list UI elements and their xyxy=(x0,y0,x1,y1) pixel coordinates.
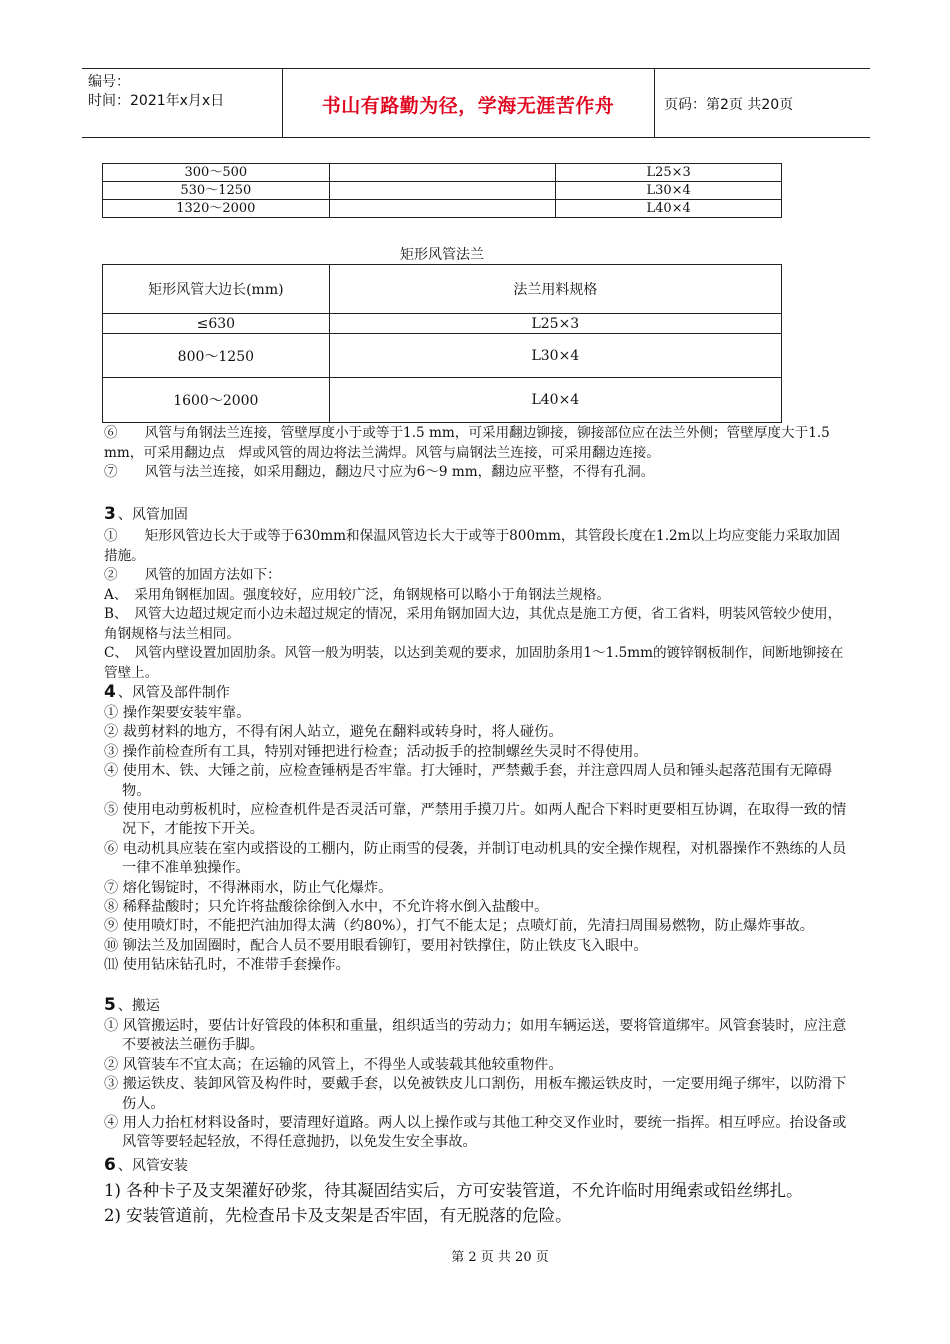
section-heading xyxy=(104,682,230,702)
list-item: ③ 操作前检查所有工具，特别对锤把进行检查；活动扳手的控制螺丝失灵时不得使用。 xyxy=(104,743,648,760)
list-item: A、 采用角钢框加固。强度较好，应用较广泛，角钢规格可以略小于角钢法兰规格。 xyxy=(104,586,610,603)
section-heading xyxy=(104,995,160,1015)
page-number-label: 页码：第2页 共20页 xyxy=(664,97,794,113)
motto-text: 书山有路勤为径，学海无涯苦作舟 xyxy=(321,95,615,117)
list-item: 2) 安装管道前，先检查吊卡及支架是否牢固，有无脱落的危险。 xyxy=(104,1206,572,1225)
table-cell: 1320～2000 xyxy=(103,200,330,218)
section-heading xyxy=(104,504,188,524)
table-cell: L25×3 xyxy=(329,314,781,334)
list-item: ⑦ 熔化锡锭时，不得淋雨水，防止气化爆炸。 xyxy=(104,879,393,896)
list-item: ③ 搬运铁皮、装卸风管及构件时，要戴手套，以免被铁皮儿口割伤，用板车搬运铁皮时，一定要用绳子绑牢，以防滑下伤人。 xyxy=(104,1076,847,1112)
doc-date-label: 时间：2021年x月x日 xyxy=(88,93,225,109)
table-cell xyxy=(329,164,556,182)
table-row xyxy=(103,200,782,218)
section-5-body xyxy=(104,1017,850,1153)
list-item: ① 风管搬运时，要估计好管段的体积和重量，组织适当的劳动力；如用车辆运送，要将管道绑牢。风管套装时，应注意不要被法兰砸伤手脚。 xyxy=(104,1018,847,1054)
table-cell: L40×4 xyxy=(556,200,782,218)
table-row xyxy=(103,182,782,200)
table-cell: ≤630 xyxy=(103,314,330,334)
list-item: ② 风管的加固方法如下： xyxy=(104,567,281,583)
table-cell xyxy=(329,182,556,200)
list-item: ① 操作架要安装牢靠。 xyxy=(104,705,251,721)
table-cell: 530～1250 xyxy=(103,182,330,200)
table-header-cell: 法兰用料规格 xyxy=(329,265,781,314)
table-cell: 1600～2000 xyxy=(103,378,330,423)
flange-notes xyxy=(104,424,850,483)
list-item: ⑩ 铆法兰及加固圈时，配合人员不要用眼看铆钉，要用衬铁撑住，防止铁皮飞入眼中。 xyxy=(104,937,648,954)
list-item: ① 矩形风管边长大于或等于630mm和保温风管边长大于或等于800mm，其管段长度在1.2m以上均应变能力采取加固措施。 xyxy=(104,528,841,564)
rect-table-title: 矩形风管法兰 xyxy=(400,247,484,263)
list-item: ⑤ 使用电动剪板机时，应检查机件是否灵活可靠，严禁用手摸刀片。如两人配合下料时更要相互协调，在取得一致的情况下，才能按下开关。 xyxy=(104,802,847,838)
section-number: 4 xyxy=(104,682,116,702)
table-row xyxy=(103,314,782,334)
table-cell: 300～500 xyxy=(103,164,330,182)
list-item: ⑨ 使用喷灯时，不能把汽油加得太满（约80%），打气不能太足；点喷灯前，先清扫周围易燃物，防止爆炸事故。 xyxy=(104,918,814,935)
list-item: ⑥ 电动机具应装在室内或搭设的工棚内，防止雨雪的侵袭，并制订电动机具的安全操作规程，对机器操作不熟练的人员一律不准单独操作。 xyxy=(104,840,847,877)
table-header-row xyxy=(103,265,782,314)
paragraph: ⑥ 风管与角钢法兰连接，管壁厚度小于或等于1.5 mm，可采用翻边铆接，铆接部位应在法兰外侧；管壁厚度大于1.5 mm，可采用翻边点 焊或风管的周边将法兰满焊。风管与扁钢法兰连接，可采用翻边连接。 xyxy=(104,425,830,461)
table-cell: L30×4 xyxy=(556,182,782,200)
section-number: 5 xyxy=(104,995,116,1015)
table-row xyxy=(103,164,782,182)
list-item: ② 裁剪材料的地方，不得有闲人站立，避免在翻料或转身时，将人碰伤。 xyxy=(104,724,563,741)
section-6-body xyxy=(104,1178,850,1228)
list-item: ② 风管装车不宜太高；在运输的风管上，不得坐人或装载其他较重物件。 xyxy=(104,1056,563,1073)
doc-code-label: 编号： xyxy=(88,74,130,90)
table-cell: L30×4 xyxy=(329,334,781,378)
table-row xyxy=(103,378,782,423)
page-footer: 第 2 页 共 20 页 xyxy=(451,1250,549,1265)
paragraph: ⑦ 风管与法兰连接，如采用翻边，翻边尺寸应为6～9 mm，翻边应平整，不得有孔洞。 xyxy=(104,464,655,480)
table-cell: 800～1250 xyxy=(103,334,330,378)
list-item: 1) 各种卡子及支架灌好砂浆，待其凝固结实后，方可安装管道，不允许临时用绳索或铅丝绑扎。 xyxy=(104,1181,803,1200)
section-4-body xyxy=(104,704,850,976)
list-item: ⑧ 稀释盐酸时；只允许将盐酸徐徐倒入水中，不允许将水倒入盐酸中。 xyxy=(104,899,549,916)
header-motto xyxy=(282,69,655,137)
table-row xyxy=(103,334,782,378)
table-cell xyxy=(329,200,556,218)
list-item: ④ 使用木、铁、大锤之前，应检查锤柄是否牢靠。打大锤时，严禁戴手套，并注意四周人员和锤头起落范围有无障碍物。 xyxy=(104,763,833,799)
rect-flange-table xyxy=(102,264,782,423)
section-title: 、风管安装 xyxy=(117,1158,188,1174)
section-number: 6 xyxy=(104,1155,116,1175)
section-3-body xyxy=(104,527,850,683)
section-title: 、风管及部件制作 xyxy=(117,685,230,701)
header-page xyxy=(656,69,870,137)
table-cell: L25×3 xyxy=(556,164,782,182)
header-meta xyxy=(82,69,283,137)
section-title: 、搬运 xyxy=(117,998,160,1014)
list-item: ④ 用人力抬杠材料设备时，要清理好道路。两人以上操作或与其他工种交叉作业时，要统一指挥。相互呼应。抬设备或风管等要轻起轻放，不得任意抛扔，以免发生安全事故。 xyxy=(104,1115,847,1151)
section-number: 3 xyxy=(104,504,116,524)
section-title: 、风管加固 xyxy=(117,507,188,523)
list-item: ⑾ 使用钻床钻孔时，不准带手套操作。 xyxy=(104,957,350,974)
list-item: B、 风管大边超过规定而小边未超过规定的情况，采用角钢加固大边，其优点是施工方便，省工省料，明装风管较少使用，角钢规格与法兰相同。 xyxy=(104,606,842,642)
page-header xyxy=(82,68,870,138)
list-item: C、 风管内壁设置加固肋条。风管一般为明装，以达到美观的要求，加固肋条用1～1.5mm的镀锌钢板制作，间断地铆接在管壁上。 xyxy=(104,645,844,681)
table-cell: L40×4 xyxy=(329,378,781,423)
section-heading xyxy=(104,1155,188,1175)
table-header-cell: 矩形风管大边长(mm) xyxy=(103,265,330,314)
round-flange-table xyxy=(102,163,782,218)
